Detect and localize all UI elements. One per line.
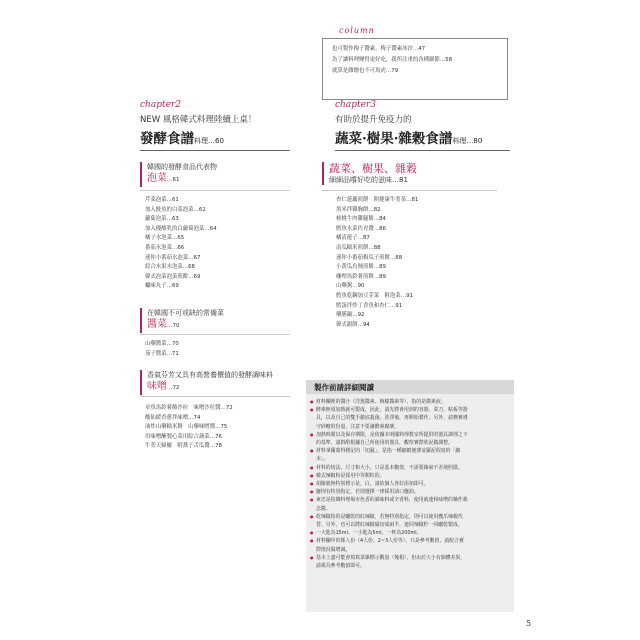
notice-line: 念醬。 xyxy=(316,505,331,512)
chapter3-title-suffix: 料理…80 xyxy=(452,137,483,145)
list-item: 牛蒡天婦羅 附蕎子舌瓜醬…78 xyxy=(145,443,222,450)
notice-line: 守砂糖的份量，注意不要讓酵素腐壞。 xyxy=(316,423,400,430)
section-title xyxy=(147,172,290,187)
miso-list xyxy=(145,404,305,452)
chapter3-title xyxy=(335,127,510,147)
notice-line: ● 材料的切法、尺寸和大小，只是基本數值，不需要絲毫不差地照做。 xyxy=(310,464,510,472)
section-divider xyxy=(140,396,290,397)
notice-list xyxy=(310,398,510,570)
notice-line: 際情況做增減。 xyxy=(316,546,351,553)
section-title-text: 泡菜 xyxy=(147,173,167,184)
notice-line: ● 材料拿蘿蔔得標記的「切濕」，是指一種細緻刨薄並蘿泥程度的「細 xyxy=(310,447,510,455)
list-item: 加入優酪乳的白蘿蔔泡菜…64 xyxy=(145,225,217,232)
notice-line: ● 酵素無須加熱就可製成，因此，請先將會用到的容器、菜刀、粘板等器 xyxy=(310,406,510,414)
list-item: 鱈魚水菜佐青醬…86 xyxy=(336,225,386,232)
list-item: 芹菜泡菜…61 xyxy=(145,197,179,203)
section-divider xyxy=(140,190,290,191)
column-line: 就算是雜燴也不可馬虎…79 xyxy=(332,68,399,74)
notice-line: ● 一大匙為15ml、一小匙為5ml、一杯為200ml。 xyxy=(310,529,510,537)
notice-line: 的基準，請斟酌根據自己所使用的器具，觀察實際狀況做調整。 xyxy=(316,440,453,447)
list-item: 迷你小番茄水泡菜…67 xyxy=(145,254,201,261)
chapter2-rule xyxy=(140,150,290,151)
notice-line: ● 胡椒就無特別標示是，白，請依個人喜好添加即可。 xyxy=(310,480,510,488)
list-item: 黑米拌雞胸餅…82 xyxy=(336,206,381,213)
section-title xyxy=(147,380,305,395)
notice-line: ● 乾辣椒指的是曬乾的紅辣椒，若無特別指定，則可以使用鷹爪辣椒代 xyxy=(310,513,510,521)
list-item: 蠟味丸子…69 xyxy=(145,283,179,290)
column-tag: column xyxy=(336,26,378,35)
section-title xyxy=(147,318,290,333)
section-subtitle: 細細品嚐好吃的滋味…81 xyxy=(329,176,408,184)
list-item: 南瓜糯米煎餅…88 xyxy=(336,244,381,251)
list-item: 橘清蓮子…87 xyxy=(336,235,370,242)
column-list xyxy=(332,44,504,77)
list-item: 橘子水泡菜…65 xyxy=(145,235,185,242)
list-item: 核桃牛肉雞腿餅…84 xyxy=(336,216,386,223)
list-item: 山藥粥…90 xyxy=(336,283,365,290)
notice-line: ● 材料欄裡的醬汁（洋葱醬素、梅檬醬素等），指的是醬素液。 xyxy=(310,398,510,406)
notice-line: 末」。 xyxy=(316,456,329,463)
chapter2-title-suffix: 料理…60 xyxy=(194,137,224,145)
list-item: 茄子醬菜…71 xyxy=(145,350,179,357)
chapter3-subtitle: 有助於提升免疫力的 xyxy=(335,115,412,125)
section-title-text: 味噌 xyxy=(147,381,167,392)
section-divider xyxy=(322,190,497,191)
list-item: 加入鮭魚的白菜泡菜…62 xyxy=(145,206,206,213)
section-title-text: 醬菜 xyxy=(147,319,167,330)
section-page: …70 xyxy=(167,323,180,329)
column-line: 為了讓料理變得更好吃，我所注重的各種細節…58 xyxy=(332,57,453,63)
notice-line: ● 材料欄中的係人份（4人份、2~3人份等），只是參考數值，請配合實 xyxy=(310,537,510,545)
section-miso-header xyxy=(140,370,305,395)
chapter2-subtitle: NEW 風格韓式料理陸續上桌！ xyxy=(140,115,257,125)
list-item: 酸仙緩香蔥拌味噌…74 xyxy=(145,414,201,421)
section-divider xyxy=(140,334,290,335)
chapter3-label: chapter3 xyxy=(335,100,376,110)
section-veg-header xyxy=(322,162,497,185)
section-jang-header xyxy=(140,308,290,333)
notice-line: ● 韓式辣椒粉是採用中等類粒的。 xyxy=(310,472,510,480)
section-page: …72 xyxy=(167,385,180,391)
jang-list xyxy=(145,340,295,359)
notice-line: ● 鹽則有特別指定，若則選擇一律採用濤口鹽油。 xyxy=(310,488,510,496)
chapter3-rule xyxy=(335,150,510,151)
list-item: 迷你小番茄梅瓜子煎餅…88 xyxy=(336,254,403,261)
notice-line: ● 東忠是指韓料理場市色香的調味料或辛香料，使用就連和味噌的稱作義 xyxy=(310,496,510,504)
list-item: 咖哩馬鈴薯煎餅…89 xyxy=(336,273,386,280)
list-item: 油炸山藥糯米餅 山藥味噌醬…75 xyxy=(145,424,228,431)
chapter3-heading xyxy=(335,100,510,151)
notice-line: ● 基本上盡可能會寫寫菜雜標示數量（幾根），但由於大小有個體差異， xyxy=(310,554,510,562)
notice-line: ● 加熱時間以及保存期限，是依據本明國料理教室所提供的器具調理之下 xyxy=(310,431,510,439)
list-item: 綜合水果水泡菜…68 xyxy=(145,264,195,271)
notice-line: 替。另外，也可以將紅辣椒磁切成兩半，連同辣椒籽一同曬乾製成。 xyxy=(316,522,463,529)
list-item: 番茄水泡菜…66 xyxy=(145,244,185,251)
chapter3-title-text: 蔬菜·樹果·雜穀食譜 xyxy=(335,131,453,147)
list-item: 杏仁蓮藕煎餅 附健康牛蒡茶…81 xyxy=(336,197,419,203)
section-page: …61 xyxy=(167,177,180,183)
list-item: 鱈魚乾鋼加豆芽菜 附泡菜…91 xyxy=(336,292,413,299)
list-item: 小黃瓜鳥賊煎餅…89 xyxy=(336,264,386,271)
section-kimchi-header xyxy=(140,162,290,187)
list-item: 山藥醬菜…70 xyxy=(145,341,179,347)
chapter2-heading xyxy=(140,100,290,151)
notice-line: 請視為參考數值即可。 xyxy=(316,563,365,570)
column-line: 也可製作梅子醬素，梅子醬素冰沙…47 xyxy=(332,46,426,52)
chapter2-label: chapter2 xyxy=(140,100,181,110)
notice-panel-title: 製作前請詳細閱讀 xyxy=(306,380,514,394)
list-item: 藥膳鍋…92 xyxy=(336,312,365,319)
list-item: 韓式韻餅…94 xyxy=(336,321,370,328)
list-item: 蘿蔔泡菜…63 xyxy=(145,216,179,223)
section-title: 蔬菜、樹果、雜穀 xyxy=(329,162,417,175)
notice-line: 具，以及自己的雙手徹底殺菌。洗淨後，再開始製作。另外，請務實遵 xyxy=(316,415,468,422)
list-item: 用味噌醃製心菜用綜合蔬菜…76 xyxy=(145,433,222,440)
list-item: 鱈蛋拌炒丁香魚和杏仁…91 xyxy=(336,302,403,309)
list-item: 章魚馬鈴薯酪沙拉 味噌沙拉醬…72 xyxy=(145,405,233,411)
section-subtitle: 韓國的發酵食品代表物 xyxy=(147,163,217,171)
veg-list xyxy=(336,196,506,330)
chapter2-title-text: 發酵食譜 xyxy=(140,131,194,147)
section-subtitle: 香氣芬芳又具有高營養價值的發酵調味料 xyxy=(147,371,273,379)
list-item: 韓式泡菜泡菜煎餅…69 xyxy=(145,273,201,280)
kimchi-list xyxy=(145,196,295,292)
section-subtitle: 在韓國不可或缺的常備菜 xyxy=(147,309,224,317)
page-number: 5 xyxy=(526,619,532,628)
chapter2-title xyxy=(140,127,290,147)
